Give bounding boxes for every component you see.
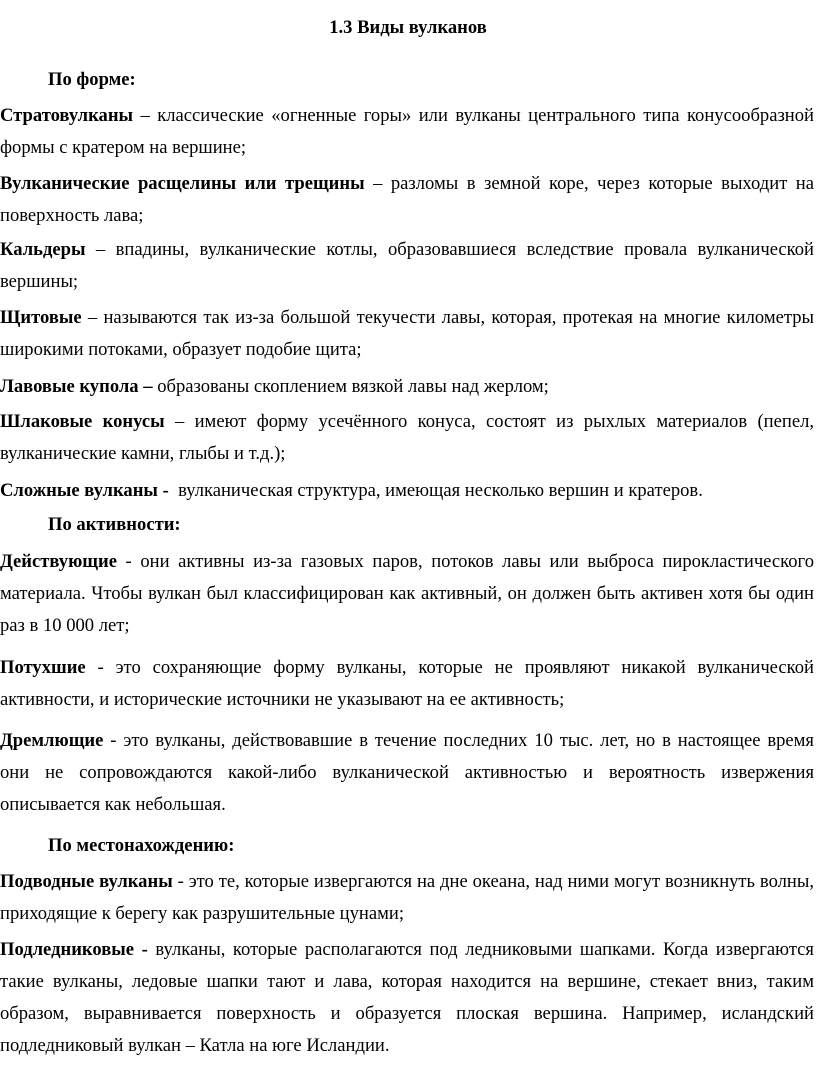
definition: классические «огненные горы» или вулканы центрального типа конусообразной формы с кратером на вершине; — [0, 105, 815, 158]
list-item — [0, 371, 814, 403]
definition: они активны из-за газовых паров, потоков лавы или выброса пирокластического материала. Чтобы вулкан был классифицирован как активный, он должен быть активен хотя бы один раз в 10 000 лет; — [0, 551, 814, 636]
term: Подледниковые - — [0, 939, 148, 960]
definition: это те, которые извергаются на дне океана, над ними могут возникнуть волны, приходящие к берегу как разрушительные цунами; — [0, 871, 814, 924]
term: Шлаковые конусы — [0, 411, 165, 432]
list-item: Потухшие - это сохраняющие форму вулканы, которые не проявляют никакой вулканической активности, и исторические источники не указывают на ее активность; — [0, 657, 814, 710]
definition: впадины, вулканические котлы, образовавшиеся вследствие провала вулканической вершины; — [0, 239, 814, 292]
term: Кальдеры — [0, 239, 86, 260]
term: Действующие — [0, 551, 117, 572]
term: Лавовые купола – — [0, 376, 153, 397]
term: Потухшие — [0, 657, 86, 678]
definition: это сохраняющие форму вулканы, которые не проявляют никакой вулканической активности, и исторические источники не указывают на ее активность; — [0, 657, 814, 710]
list-item: Щитовые – называются так из-за большой текучести лавы, которая, протекая на многие километры широкими потоками, образует подобие щита; — [0, 307, 815, 360]
list-item: Кальдеры – впадины, вулканические котлы, образовавшиеся вследствие провала вулканической вершины; — [0, 239, 814, 292]
list-item: Действующие - они активны из-за газовых паров, потоков лавы или выброса пирокластического материала. Чтобы вулкан был классифицирован как активный, он должен быть активен хотя бы один раз в 10 000 лет; — [0, 551, 814, 636]
definition: называются так из-за большой текучести лавы, которая, протекая на многие километры широкими потоками, образует подобие щита; — [0, 307, 815, 360]
list-item: Подводные вулканы - это те, которые извергаются на дне океана, над ними могут возникнуть волны, приходящие к берегу как разрушительные цунами; — [0, 871, 814, 924]
definition: вулканическая структура, имеющая несколько вершин и кратеров. — [178, 480, 703, 501]
list-item: Дремлющие - это вулканы, действовавшие в течение последних 10 тыс. лет, но в настоящее время они не сопровождаются какой-либо вулканической активностью и вероятность извержения описывается как небольшая. — [0, 730, 814, 815]
term: Щитовые — [0, 307, 82, 328]
definition: образованы скоплением вязкой лавы над жерлом; — [157, 376, 549, 397]
section-heading-location: По местонахождению: — [48, 835, 235, 856]
list-item: Вулканические расщелины или трещины – разломы в земной коре, через которые выходит на поверхность лава; — [0, 173, 815, 226]
definition: имеют форму усечённого конуса, состоят из рыхлых материалов (пепел, вулканические камни, глыбы и т.д.); — [0, 411, 815, 464]
list-item — [0, 475, 814, 507]
term: Дремлющие — [0, 730, 104, 751]
section-heading-form: По форме: — [48, 69, 136, 90]
page-title: 1.3 Виды вулканов — [329, 17, 487, 38]
term: Стратовулканы — [0, 105, 134, 126]
term: Вулканические расщелины или трещины — [0, 173, 365, 194]
list-item: Шлаковые конусы – имеют форму усечённого конуса, состоят из рыхлых материалов (пепел, вулканические камни, глыбы и т.д.); — [0, 411, 815, 464]
term: Сложные вулканы - — [0, 480, 169, 501]
list-item — [0, 934, 814, 1062]
term: Подводные вулканы — [0, 871, 173, 892]
definition: разломы в земной коре, через которые выходит на поверхность лава; — [0, 173, 815, 226]
list-item: Стратовулканы – классические «огненные горы» или вулканы центрального типа конусообразной формы с кратером на вершине; — [0, 105, 815, 158]
definition: вулканы, которые располагаются под ледниковыми шапками. Когда извергаются такие вулканы, ледовые шапки тают и лава, которая находится на вершине, стекает вниз, таким образом, выравнивается поверхность и образуется плоская вершина. Например, исландский подледниковый вулкан – Катла на юге Исландии. — [0, 939, 814, 1056]
definition: это вулканы, действовавшие в течение последних 10 тыс. лет, но в настоящее время они не сопровождаются какой-либо вулканической активностью и вероятность извержения описывается как небольшая. — [0, 730, 814, 815]
section-heading-activity: По активности: — [48, 514, 181, 535]
